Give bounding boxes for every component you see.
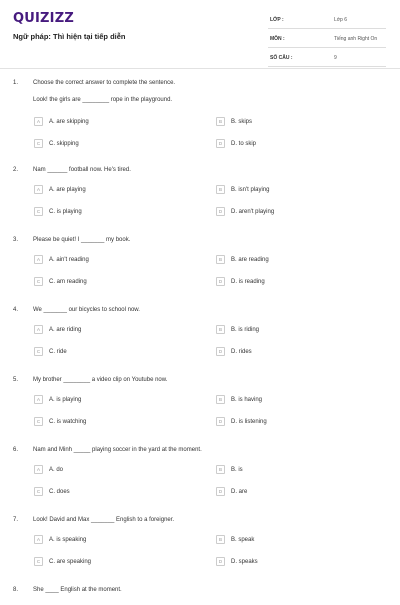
option-text: A. are skipping	[49, 118, 89, 125]
question-4	[0, 305, 400, 375]
worksheet-title: Ngữ pháp: Thì hiện tại tiếp diễn	[13, 32, 126, 41]
option-text: D. is listening	[231, 418, 267, 425]
option-letter-box: B	[216, 465, 225, 474]
option-text: A. is playing	[49, 396, 82, 403]
option-text: C. am reading	[49, 278, 87, 285]
quizizz-logo: QUIZIZZ	[13, 11, 74, 26]
option-text: A. is speaking	[49, 536, 87, 543]
meta-label: SỐ CÂU :	[270, 55, 293, 61]
option-d[interactable]	[216, 416, 267, 427]
option-letter-box: D	[216, 207, 225, 216]
question-number: 6.	[13, 447, 19, 453]
option-text: D. speaks	[231, 558, 258, 565]
option-text: B. are reading	[231, 256, 269, 263]
worksheet-header	[0, 0, 400, 62]
option-text: A. ain't reading	[49, 256, 89, 263]
question-7	[0, 515, 400, 585]
option-c[interactable]	[34, 556, 91, 567]
option-text: A. are playing	[49, 186, 86, 193]
option-b[interactable]	[216, 184, 270, 195]
option-letter-box: A	[34, 255, 43, 264]
option-letter-box: A	[34, 465, 43, 474]
question-1	[0, 78, 400, 148]
meta-row-subject	[268, 31, 386, 48]
option-a[interactable]	[34, 184, 86, 195]
option-letter-box: B	[216, 255, 225, 264]
option-letter-box: D	[216, 417, 225, 426]
option-letter-box: B	[216, 395, 225, 404]
question-text: Choose the correct answer to complete the sentence.	[33, 80, 176, 86]
option-d[interactable]	[216, 138, 256, 149]
option-b[interactable]	[216, 254, 269, 265]
option-text: C. are speaking	[49, 558, 92, 565]
option-text: A. are riding	[49, 326, 82, 333]
option-b[interactable]	[216, 394, 262, 405]
option-b[interactable]	[216, 116, 252, 127]
meta-value: 9	[334, 55, 337, 61]
option-d[interactable]	[216, 206, 274, 217]
option-letter-box: D	[216, 139, 225, 148]
option-letter-box: B	[216, 185, 225, 194]
option-letter-box: B	[216, 117, 225, 126]
option-text: C. is watching	[49, 418, 87, 425]
question-text: Please be quiet! I _______ my book.	[33, 237, 131, 243]
option-text: A. do	[49, 466, 64, 473]
option-letter-box: A	[34, 325, 43, 334]
question-text: Nam ______ football now. He's tired.	[33, 167, 131, 173]
header-divider	[0, 68, 400, 69]
question-number: 7.	[13, 517, 19, 523]
option-letter-box: A	[34, 535, 43, 544]
option-letter-box: A	[34, 185, 43, 194]
question-list	[0, 78, 400, 605]
option-b[interactable]	[216, 324, 259, 335]
option-text: D. is reading	[231, 278, 265, 285]
option-letter-box: A	[34, 117, 43, 126]
option-c[interactable]	[34, 276, 87, 287]
option-letter-box: D	[216, 557, 225, 566]
option-text: B. speak	[231, 536, 255, 543]
question-8	[0, 585, 400, 605]
option-text: C. ride	[49, 348, 67, 355]
option-letter-box: C	[34, 557, 43, 566]
question-sentence: Look! the girls are ________ rope in the playground.	[33, 97, 173, 103]
option-text: D. aren't playing	[231, 208, 275, 215]
option-letter-box: D	[216, 277, 225, 286]
question-number: 5.	[13, 377, 19, 383]
option-c[interactable]	[34, 486, 70, 497]
option-b[interactable]	[216, 464, 243, 475]
question-text: Nam and Minh _____ playing soccer in the yard at the moment.	[33, 447, 202, 453]
option-c[interactable]	[34, 346, 67, 357]
meta-value: Lớp 6	[334, 17, 348, 23]
option-text: C. skipping	[49, 140, 79, 147]
option-letter-box: C	[34, 417, 43, 426]
option-letter-box: C	[34, 347, 43, 356]
option-letter-box: A	[34, 395, 43, 404]
option-letter-box: C	[34, 277, 43, 286]
option-a[interactable]	[34, 116, 89, 127]
question-text: Look! David and Max _______ English to a foreigner.	[33, 517, 175, 523]
option-c[interactable]	[34, 416, 86, 427]
question-2	[0, 165, 400, 235]
option-letter-box: B	[216, 535, 225, 544]
option-b[interactable]	[216, 534, 254, 545]
question-number: 3.	[13, 237, 19, 243]
option-text: D. are	[231, 488, 248, 495]
meta-row-count	[268, 50, 386, 67]
option-a[interactable]	[34, 534, 86, 545]
meta-label: MÔN :	[270, 36, 285, 42]
option-d[interactable]	[216, 346, 252, 357]
option-letter-box: D	[216, 487, 225, 496]
meta-value: Tiếng anh Right On	[334, 36, 378, 42]
option-text: C. does	[49, 488, 70, 495]
option-letter-box: C	[34, 139, 43, 148]
option-text: B. is having	[231, 396, 263, 403]
option-a[interactable]	[34, 254, 89, 265]
option-letter-box: D	[216, 347, 225, 356]
question-text: We _______ our bicycles to school now.	[33, 307, 140, 313]
question-text: My brother ________ a video clip on Youtube now.	[33, 377, 168, 383]
option-text: B. skips	[231, 118, 253, 125]
option-d[interactable]	[216, 276, 265, 287]
option-letter-box: C	[34, 207, 43, 216]
option-a[interactable]	[34, 324, 81, 335]
option-letter-box: B	[216, 325, 225, 334]
option-d[interactable]	[216, 486, 247, 497]
option-text: B. is	[231, 466, 243, 473]
question-number: 1.	[13, 80, 19, 86]
question-number: 8.	[13, 587, 19, 593]
question-number: 2.	[13, 167, 19, 173]
option-text: B. isn't playing	[231, 186, 270, 193]
question-3	[0, 235, 400, 305]
question-6	[0, 445, 400, 515]
option-a[interactable]	[34, 394, 81, 405]
question-5	[0, 375, 400, 445]
question-number: 4.	[13, 307, 19, 313]
option-text: D. to skip	[231, 140, 257, 147]
option-text: D. rides	[231, 348, 252, 355]
option-a[interactable]	[34, 464, 63, 475]
option-text: B. is riding	[231, 326, 260, 333]
option-d[interactable]	[216, 556, 258, 567]
meta-row-class	[268, 12, 386, 29]
option-letter-box: C	[34, 487, 43, 496]
question-text: She ____ English at the moment.	[33, 587, 122, 593]
option-c[interactable]	[34, 206, 82, 217]
meta-label: LỚP :	[270, 17, 284, 23]
option-c[interactable]	[34, 138, 79, 149]
worksheet-meta	[268, 12, 386, 69]
option-text: C. is playing	[49, 208, 82, 215]
